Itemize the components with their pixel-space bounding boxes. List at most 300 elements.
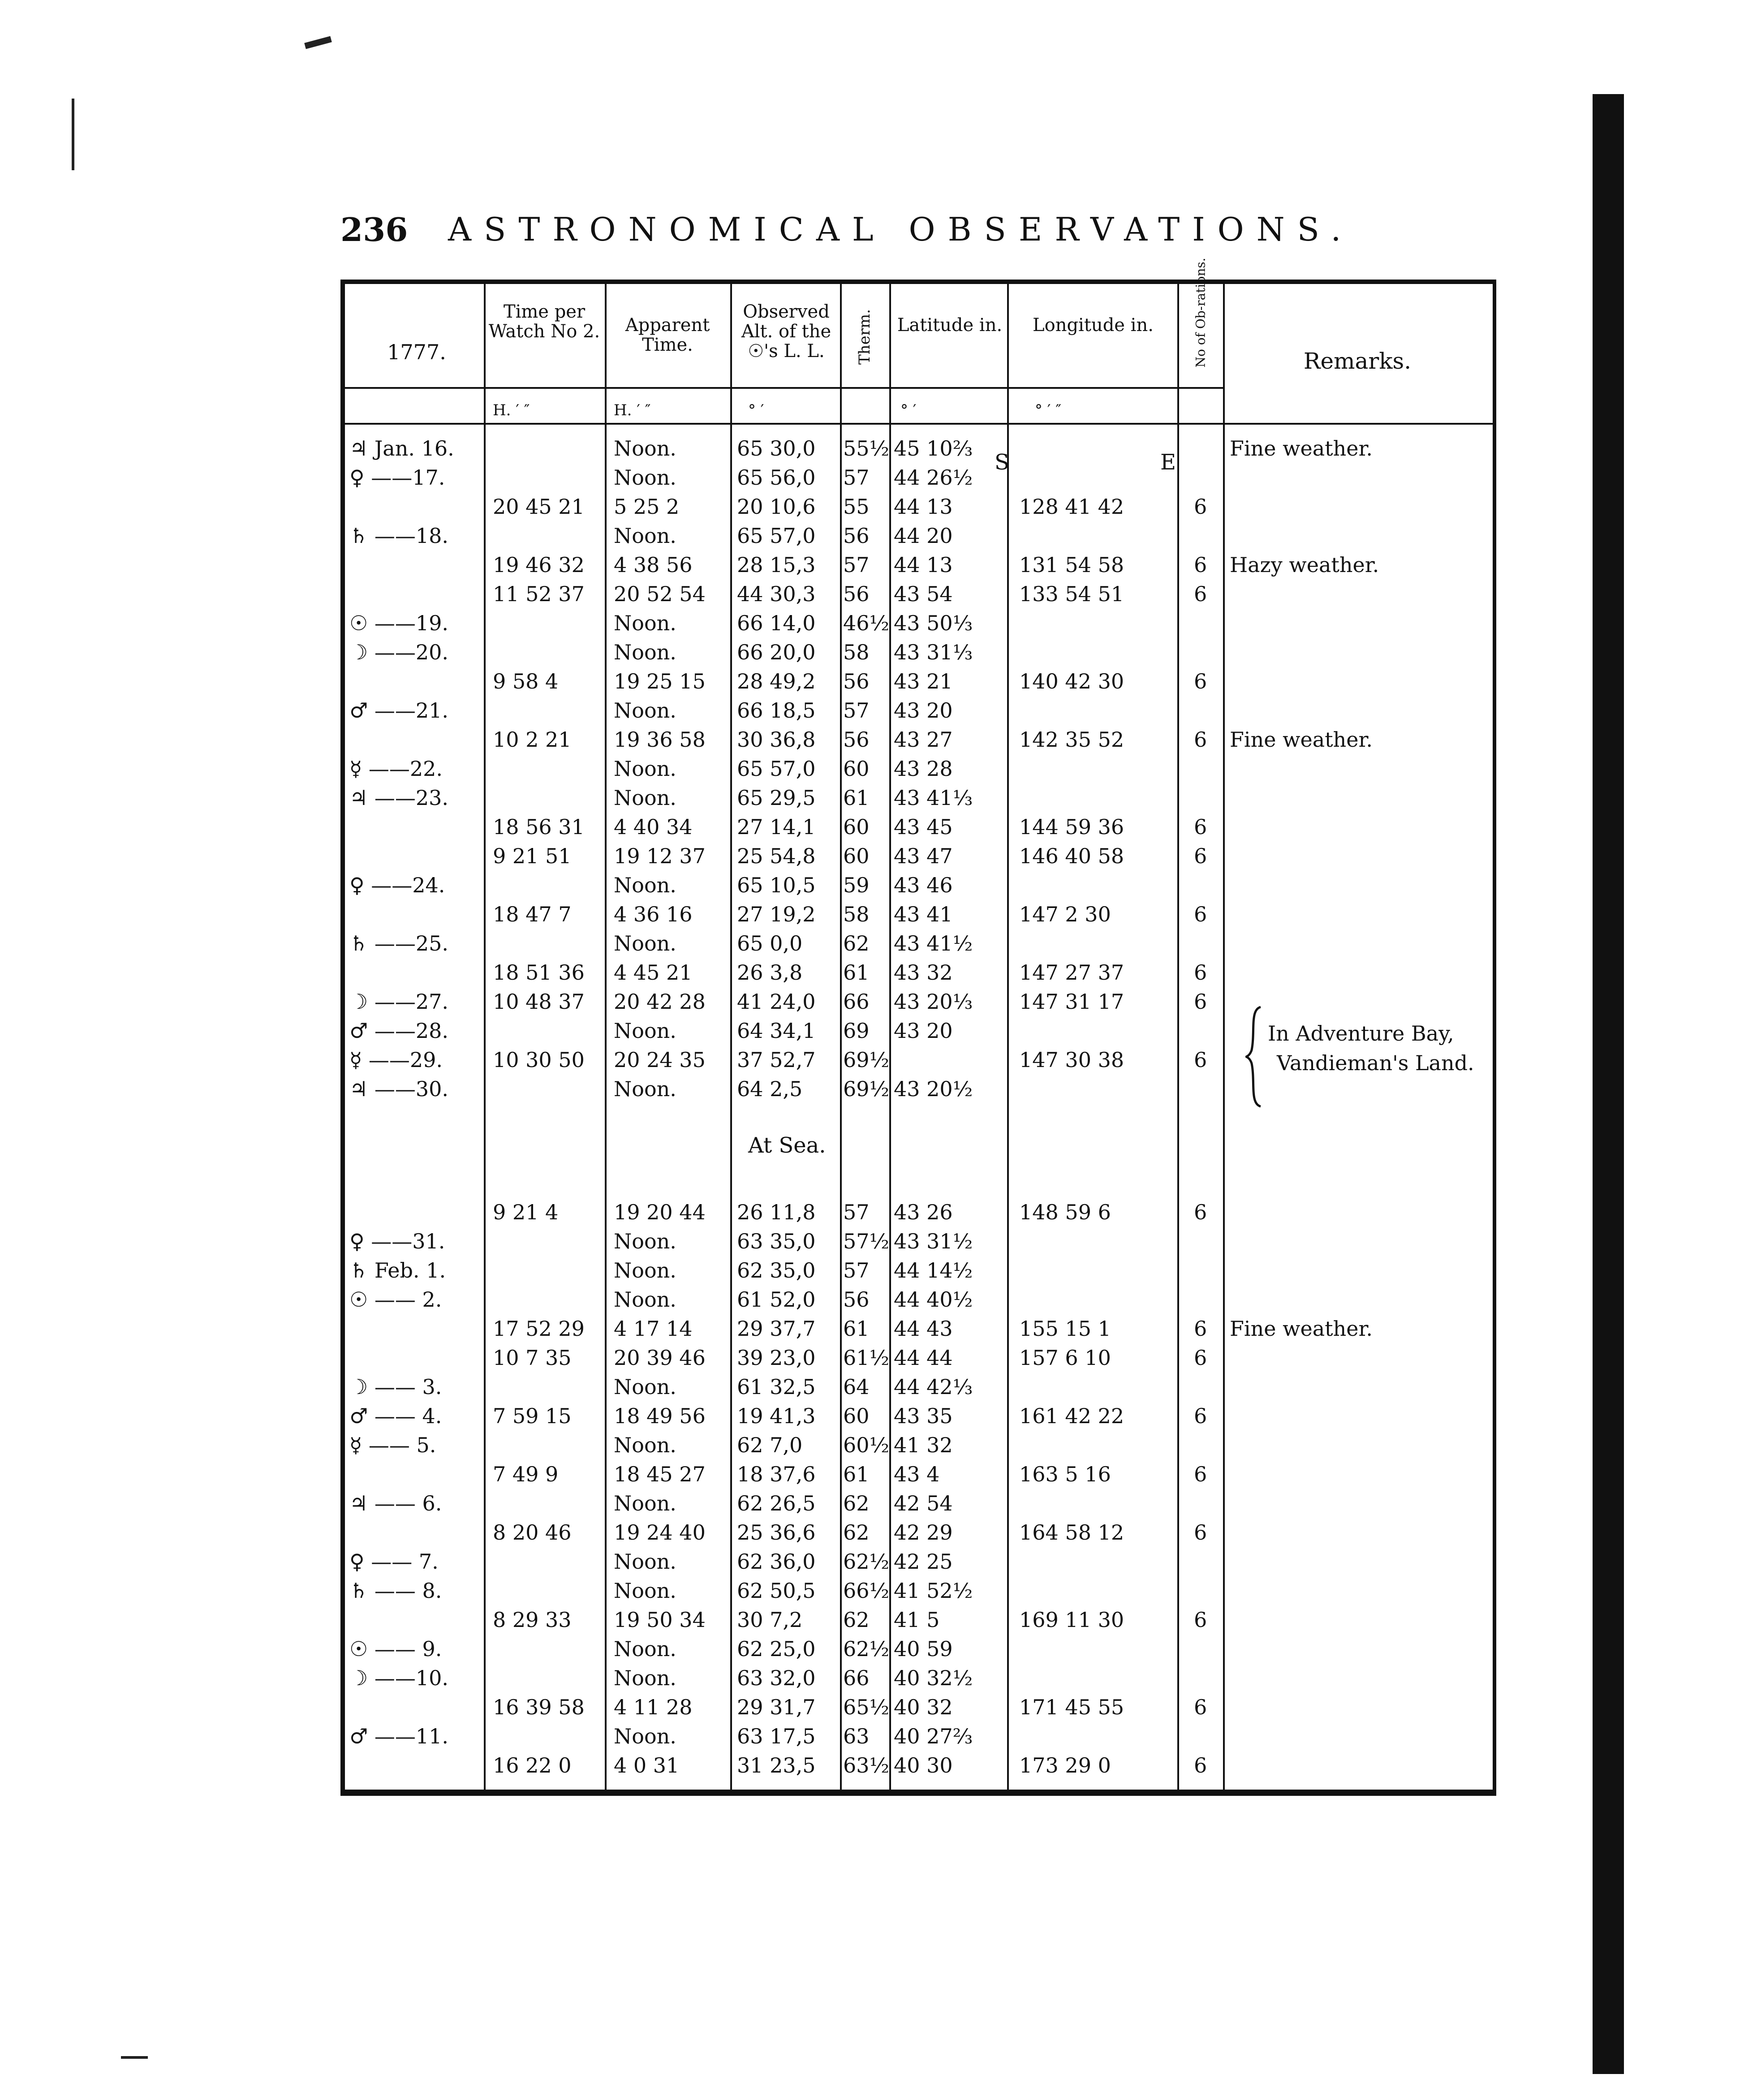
at-sea-label: At Sea. [748,1133,826,1158]
row-date: ☿ —— 5. [349,1433,436,1457]
row-latitude: 43 20½ [894,1077,973,1101]
row-date: ♂ ——28. [349,1019,449,1043]
row-thermometer: 61 [843,960,870,985]
row-number-of-observations: 6 [1194,1317,1207,1341]
row-date: ♄ —— 8. [349,1579,442,1603]
row-longitude: 140 42 30 [1019,669,1124,693]
brace-icon [1245,1005,1263,1108]
table-row [345,1375,1492,1403]
row-thermometer: 60 [843,1404,870,1428]
row-longitude: 163 5 16 [1019,1462,1111,1486]
unit-longitude: ° ′ ″ [1035,401,1062,419]
row-latitude: 43 31½ [894,1229,973,1253]
table-row [345,1666,1492,1695]
row-thermometer: 64 [843,1375,870,1399]
row-observed-altitude: 20 10,6 [737,495,816,519]
row-latitude: 44 13 [894,495,953,519]
table-row [345,1346,1492,1374]
ink-mark [304,36,332,49]
row-apparent-time: Noon. [614,1637,676,1661]
row-date: ♄ Feb. 1. [349,1258,446,1282]
row-apparent-time: Noon. [614,757,676,781]
row-latitude: 44 13 [894,553,953,577]
row-longitude: 147 27 37 [1019,960,1124,985]
row-longitude: 147 2 30 [1019,902,1111,926]
row-thermometer: 60½ [843,1433,890,1457]
row-longitude: 164 58 12 [1019,1520,1124,1545]
row-latitude: 43 28 [894,757,953,781]
row-observed-altitude: 26 11,8 [737,1200,816,1224]
row-observed-altitude: 64 34,1 [737,1019,816,1043]
row-observed-altitude: 65 57,0 [737,757,816,781]
row-watch-time: 8 20 46 [493,1520,572,1545]
table-row [345,844,1492,873]
row-apparent-time: Noon. [614,1019,676,1043]
row-number-of-observations: 6 [1194,553,1207,577]
row-number-of-observations: 6 [1194,727,1207,752]
row-watch-time: 16 39 58 [493,1695,585,1719]
table-row [345,524,1492,552]
table-row [345,1077,1492,1106]
table-row [345,902,1492,931]
row-apparent-time: Noon. [614,931,676,955]
row-thermometer: 59 [843,873,870,897]
row-thermometer: 62 [843,931,870,955]
row-longitude: 142 35 52 [1019,727,1124,752]
unit-latitude: ° ′ [900,401,917,419]
row-observed-altitude: 66 20,0 [737,640,816,664]
table-row [345,669,1492,698]
row-apparent-time: Noon. [614,640,676,664]
row-thermometer: 61 [843,786,870,810]
row-apparent-time: 19 20 44 [614,1200,706,1224]
row-number-of-observations: 6 [1194,1753,1207,1777]
table-row [345,757,1492,785]
row-observed-altitude: 63 32,0 [737,1666,816,1690]
row-longitude: 147 30 38 [1019,1048,1124,1072]
table-row [345,1695,1492,1724]
row-watch-time: 20 45 21 [493,495,585,519]
row-thermometer: 66½ [843,1579,890,1603]
row-observed-altitude: 62 7,0 [737,1433,803,1457]
row-latitude: 43 35 [894,1404,953,1428]
row-apparent-time: 4 45 21 [614,960,693,985]
row-thermometer: 69 [843,1019,870,1043]
row-number-of-observations: 6 [1194,1608,1207,1632]
row-apparent-time: Noon. [614,1375,676,1399]
header-watch-time: Time per Watch No 2. [488,301,600,342]
row-thermometer: 57 [843,1200,870,1224]
row-observed-altitude: 39 23,0 [737,1346,816,1370]
row-apparent-time: 20 42 28 [614,990,706,1014]
row-date: ☿ ——22. [349,757,443,781]
row-observed-altitude: 63 35,0 [737,1229,816,1253]
unit-apparent-time: H. ′ ″ [614,401,651,419]
row-watch-time: 9 21 51 [493,844,572,868]
table-row [345,1200,1492,1229]
row-number-of-observations: 6 [1194,990,1207,1014]
row-thermometer: 62½ [843,1549,890,1574]
row-date: ☽ ——10. [349,1666,449,1690]
row-apparent-time: 4 0 31 [614,1753,680,1777]
row-observed-altitude: 19 41,3 [737,1404,816,1428]
row-thermometer: 55½ [843,436,890,460]
row-observed-altitude: 37 52,7 [737,1048,816,1072]
row-date: ♀ ——31. [349,1229,445,1253]
row-thermometer: 57 [843,465,870,490]
row-observed-altitude: 62 25,0 [737,1637,816,1661]
row-thermometer: 66 [843,990,870,1014]
row-date: ♄ ——18. [349,524,449,548]
row-apparent-time: Noon. [614,1579,676,1603]
row-latitude: 44 20 [894,524,953,548]
row-thermometer: 62½ [843,1637,890,1661]
row-apparent-time: Noon. [614,611,676,635]
row-latitude: 43 20⅓ [894,990,973,1014]
row-thermometer: 55 [843,495,870,519]
row-latitude: 43 21 [894,669,953,693]
row-thermometer: 60 [843,844,870,868]
side-note [1268,1019,1474,1078]
table-row [345,931,1492,960]
row-watch-time: 8 29 33 [493,1608,572,1632]
row-apparent-time: 4 17 14 [614,1317,693,1341]
row-observed-altitude: 62 26,5 [737,1491,816,1515]
row-apparent-time: Noon. [614,465,676,490]
row-latitude: 43 41½ [894,931,973,955]
row-apparent-time: 5 25 2 [614,495,680,519]
row-latitude: 43 27 [894,727,953,752]
table-row [345,1608,1492,1636]
row-longitude: 148 59 6 [1019,1200,1111,1224]
row-watch-time: 7 59 15 [493,1404,572,1428]
row-observed-altitude: 31 23,5 [737,1753,816,1777]
row-latitude: 43 32 [894,960,953,985]
row-latitude: 40 32½ [894,1666,973,1690]
row-watch-time: 10 7 35 [493,1346,572,1370]
row-observed-altitude: 41 24,0 [737,990,816,1014]
table-row [345,698,1492,727]
row-latitude: 41 52½ [894,1579,973,1603]
row-observed-altitude: 66 14,0 [737,611,816,635]
row-apparent-time: Noon. [614,1724,676,1748]
table-row [345,553,1492,581]
row-thermometer: 62 [843,1520,870,1545]
row-watch-time: 16 22 0 [493,1753,572,1777]
row-observed-altitude: 65 57,0 [737,524,816,548]
row-latitude: 44 40½ [894,1287,973,1312]
row-longitude: 169 11 30 [1019,1608,1124,1632]
page-title: ASTRONOMICAL OBSERVATIONS. [448,211,1354,248]
row-apparent-time: 20 39 46 [614,1346,706,1370]
row-observed-altitude: 27 14,1 [737,815,816,839]
table-row [345,1637,1492,1665]
table-row [345,1753,1492,1782]
row-number-of-observations: 6 [1194,902,1207,926]
header-latitude: Latitude in. [897,315,1003,336]
header-rule [345,423,1493,425]
row-apparent-time: Noon. [614,873,676,897]
row-apparent-time: Noon. [614,786,676,810]
row-apparent-time: 19 36 58 [614,727,706,752]
row-longitude: 144 59 36 [1019,815,1124,839]
row-date: ☽ —— 3. [349,1375,442,1399]
row-longitude: 171 45 55 [1019,1695,1124,1719]
row-observed-altitude: 27 19,2 [737,902,816,926]
table-row [345,1258,1492,1287]
side-note-line: Vandieman's Land. [1277,1051,1474,1075]
table-row [345,1433,1492,1462]
row-apparent-time: 4 11 28 [614,1695,693,1719]
unit-observed-altitude: ° ′ [748,401,764,419]
row-watch-time: 9 58 4 [493,669,559,693]
row-observed-altitude: 62 35,0 [737,1258,816,1282]
row-watch-time: 9 21 4 [493,1200,559,1224]
row-latitude: 41 32 [894,1433,953,1457]
row-apparent-time: Noon. [614,1258,676,1282]
row-observed-altitude: 29 31,7 [737,1695,816,1719]
row-longitude: 155 15 1 [1019,1317,1111,1341]
row-observed-altitude: 65 10,5 [737,873,816,897]
row-longitude: 131 54 58 [1019,553,1124,577]
row-apparent-time: 4 36 16 [614,902,693,926]
row-watch-time: 18 51 36 [493,960,585,985]
row-observed-altitude: 28 15,3 [737,553,816,577]
row-date: ♂ ——21. [349,698,449,723]
row-observed-altitude: 61 32,5 [737,1375,816,1399]
table-row [345,1462,1492,1491]
row-date: ☉ ——19. [349,611,449,635]
row-thermometer: 56 [843,582,870,606]
row-latitude: 44 43 [894,1317,953,1341]
page-header [340,211,1434,273]
row-apparent-time: Noon. [614,1491,676,1515]
row-latitude: 43 41⅓ [894,786,973,810]
table-row [345,786,1492,814]
row-apparent-time: 4 38 56 [614,553,693,577]
header-number-of-observations: No of Ob-rations. [1193,258,1208,368]
row-observed-altitude: 44 30,3 [737,582,816,606]
row-observed-altitude: 25 36,6 [737,1520,816,1545]
row-number-of-observations: 6 [1194,669,1207,693]
table-row [345,436,1492,465]
row-date: ♂ —— 4. [349,1404,442,1428]
row-observed-altitude: 64 2,5 [737,1077,803,1101]
row-observed-altitude: 65 0,0 [737,931,803,955]
row-observed-altitude: 63 17,5 [737,1724,816,1748]
row-latitude: 43 20 [894,1019,953,1043]
page-edge-shadow [1593,94,1624,2074]
page-number: 236 [340,211,408,249]
row-thermometer: 62 [843,1491,870,1515]
row-observed-altitude: 18 37,6 [737,1462,816,1486]
row-date: ♃ —— 6. [349,1491,442,1515]
row-thermometer: 60 [843,757,870,781]
row-latitude: 45 10⅔ [894,436,973,460]
row-date: ☉ —— 2. [349,1287,442,1312]
row-observed-altitude: 30 7,2 [737,1608,803,1632]
row-watch-time: 10 48 37 [493,990,585,1014]
row-latitude: 43 50⅓ [894,611,973,635]
longitude-hemisphere: E [1160,450,1176,475]
row-latitude: 43 20 [894,698,953,723]
row-watch-time: 7 49 9 [493,1462,559,1486]
row-date: ♀ ——24. [349,873,445,897]
row-latitude: 43 46 [894,873,953,897]
row-apparent-time: Noon. [614,1287,676,1312]
row-watch-time: 19 46 32 [493,553,585,577]
row-date: ♄ ——25. [349,931,449,955]
row-thermometer: 58 [843,640,870,664]
row-date: ♀ —— 7. [349,1549,439,1574]
row-longitude: 157 6 10 [1019,1346,1111,1370]
row-thermometer: 61 [843,1462,870,1486]
row-apparent-time: Noon. [614,1229,676,1253]
table-row [345,1549,1492,1578]
unit-watch-time: H. ′ ″ [493,401,530,419]
row-thermometer: 58 [843,902,870,926]
table-row [345,960,1492,989]
row-number-of-observations: 6 [1194,1462,1207,1486]
row-thermometer: 63½ [843,1753,890,1777]
header-remarks: Remarks. [1303,348,1412,374]
header-thermometer: Therm. [856,309,874,365]
row-apparent-time: 20 52 54 [614,582,706,606]
row-date: ♀ ——17. [349,465,445,490]
row-thermometer: 69½ [843,1048,890,1072]
row-thermometer: 57 [843,1258,870,1282]
table-row [345,727,1492,756]
row-apparent-time: Noon. [614,1549,676,1574]
latitude-hemisphere: S [995,450,1009,475]
row-apparent-time: Noon. [614,524,676,548]
row-number-of-observations: 6 [1194,1048,1207,1072]
row-longitude: 146 40 58 [1019,844,1124,868]
row-thermometer: 62 [843,1608,870,1632]
row-date: ☉ —— 9. [349,1637,442,1661]
row-latitude: 43 45 [894,815,953,839]
row-number-of-observations: 6 [1194,1404,1207,1428]
row-apparent-time: Noon. [614,1077,676,1101]
row-number-of-observations: 6 [1194,1346,1207,1370]
row-latitude: 43 47 [894,844,953,868]
row-thermometer: 61 [843,1317,870,1341]
row-apparent-time: Noon. [614,698,676,723]
ink-mark [121,2056,148,2059]
table-row [345,465,1492,494]
row-watch-time: 10 2 21 [493,727,572,752]
row-longitude: 173 29 0 [1019,1753,1111,1777]
row-observed-altitude: 25 54,8 [737,844,816,868]
header-longitude: Longitude in. [1033,315,1154,336]
header-observed-altitude: Observed Alt. of the ☉'s L. L. [741,301,831,361]
row-remark: Hazy weather. [1230,553,1379,577]
row-longitude: 147 31 17 [1019,990,1124,1014]
row-number-of-observations: 6 [1194,815,1207,839]
row-number-of-observations: 6 [1194,960,1207,985]
row-date: ☿ ——29. [349,1048,443,1072]
row-watch-time: 18 56 31 [493,815,585,839]
row-apparent-time: 19 25 15 [614,669,706,693]
row-thermometer: 57 [843,553,870,577]
row-observed-altitude: 62 50,5 [737,1579,816,1603]
table-row [345,1724,1492,1753]
row-thermometer: 56 [843,727,870,752]
row-latitude: 40 30 [894,1753,953,1777]
row-thermometer: 56 [843,524,870,548]
row-longitude: 128 41 42 [1019,495,1124,519]
row-date: ☽ ——27. [349,990,449,1014]
row-apparent-time: 4 40 34 [614,815,693,839]
row-thermometer: 57 [843,698,870,723]
row-number-of-observations: 6 [1194,1520,1207,1545]
row-apparent-time: 19 50 34 [614,1608,706,1632]
row-thermometer: 65½ [843,1695,890,1719]
row-thermometer: 69½ [843,1077,890,1101]
row-observed-altitude: 61 52,0 [737,1287,816,1312]
table-row [345,1579,1492,1607]
row-observed-altitude: 65 30,0 [737,436,816,460]
header-apparent-time: Apparent Time. [625,315,710,355]
row-latitude: 40 59 [894,1637,953,1661]
row-apparent-time: 19 24 40 [614,1520,706,1545]
table-row [345,495,1492,523]
row-remark: Fine weather. [1230,1317,1373,1341]
row-latitude: 40 32 [894,1695,953,1719]
table-row [345,1520,1492,1549]
row-observed-altitude: 30 36,8 [737,727,816,752]
table-row [345,873,1492,902]
row-observed-altitude: 29 37,7 [737,1317,816,1341]
side-note-line: In Adventure Bay, [1268,1021,1454,1046]
row-observed-altitude: 62 36,0 [737,1549,816,1574]
row-remark: Fine weather. [1230,436,1373,460]
table-row [345,611,1492,640]
row-watch-time: 18 47 7 [493,902,572,926]
row-thermometer: 56 [843,1287,870,1312]
row-latitude: 42 29 [894,1520,953,1545]
row-observed-altitude: 65 29,5 [737,786,816,810]
row-number-of-observations: 6 [1194,495,1207,519]
table-row [345,1491,1492,1520]
row-observed-altitude: 28 49,2 [737,669,816,693]
row-number-of-observations: 6 [1194,1200,1207,1224]
row-apparent-time: Noon. [614,1433,676,1457]
row-date: ♃ ——30. [349,1077,449,1101]
row-thermometer: 56 [843,669,870,693]
row-latitude: 43 54 [894,582,953,606]
table-row [345,1404,1492,1433]
row-apparent-time: 18 45 27 [614,1462,706,1486]
table-row [345,1317,1492,1345]
row-latitude: 44 42⅓ [894,1375,973,1399]
observations-table [340,258,1496,1796]
row-number-of-observations: 6 [1194,1695,1207,1719]
row-apparent-time: 20 24 35 [614,1048,706,1072]
row-latitude: 44 14½ [894,1258,973,1282]
row-thermometer: 57½ [843,1229,890,1253]
ink-mark [72,99,74,170]
row-apparent-time: Noon. [614,1666,676,1690]
row-watch-time: 17 52 29 [493,1317,585,1341]
table-row [345,640,1492,669]
row-latitude: 42 25 [894,1549,953,1574]
row-number-of-observations: 6 [1194,582,1207,606]
table-row [345,1287,1492,1316]
table-row [345,815,1492,843]
table-row [345,1229,1492,1258]
row-observed-altitude: 65 56,0 [737,465,816,490]
